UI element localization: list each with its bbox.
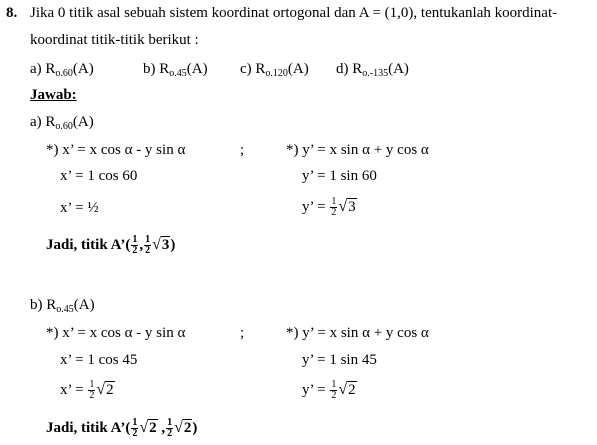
radicand: 2 [348, 381, 356, 398]
option-a-label: a) R [30, 61, 56, 77]
part-a-conclusion-mid: , [139, 236, 144, 253]
sqrt-icon: √3 [152, 235, 170, 253]
part-a-x-sub: x’ = 1 cos 60 [60, 168, 138, 184]
problem-number: 8. [6, 5, 18, 21]
part-a-x-result: x’ = ½ [60, 200, 99, 216]
sqrt-icon: √3 [338, 197, 356, 215]
part-b-concl-frac-1 [131, 418, 138, 439]
part-b-tail: (A) [73, 297, 95, 313]
part-b-x-sub: x’ = 1 cos 45 [60, 352, 138, 368]
denominator: 2 [145, 245, 151, 256]
denominator: 2 [331, 207, 337, 218]
part-b-semicolon: ; [240, 325, 245, 341]
option-b-sub: o.45 [169, 68, 187, 79]
radicand: 3 [348, 198, 356, 215]
radicand: 2 [183, 419, 192, 436]
option-a-tail: (A) [72, 61, 94, 77]
problem-line-1: Jika 0 titik asal sebuah sistem koordinat ortogonal dan A = (1,0), tentukanlah koordinat- [30, 5, 558, 21]
part-b-label [30, 296, 95, 319]
radicand: 2 [149, 419, 157, 436]
part-b-sub: o.45 [56, 304, 74, 315]
part-b-conclusion [46, 418, 197, 439]
part-b-x-formula: *) x’ = x cos α - y sin α [46, 325, 186, 341]
denominator: 2 [331, 390, 337, 401]
part-a-conclusion-end: ) [170, 236, 176, 253]
part-b-conclusion-pre: Jadi, titik A’( [46, 419, 131, 436]
denominator: 2 [132, 245, 138, 256]
option-c-sub: o.120 [265, 68, 288, 79]
numerator: 1 [145, 234, 151, 245]
sqrt-icon: √2 [139, 418, 157, 436]
part-b-x-fraction [88, 380, 95, 401]
part-b-concl-frac-2 [166, 418, 173, 439]
numerator: 1 [132, 417, 138, 428]
problem-line-2: koordinat titik-titik berikut : [30, 32, 199, 48]
radicand: 2 [106, 381, 114, 398]
numerator: 1 [132, 234, 138, 245]
part-a-concl-frac-2 [144, 235, 151, 256]
part-a-r: a) R [30, 114, 56, 130]
option-c-tail: (A) [287, 61, 309, 77]
option-b-label: b) R [143, 61, 170, 77]
numerator: 1 [167, 417, 173, 428]
part-a-label [30, 113, 94, 136]
sqrt-icon: √2 [338, 380, 356, 398]
part-b-y-sub: y’ = 1 sin 45 [302, 352, 377, 368]
part-a-y-sub: y’ = 1 sin 60 [302, 168, 377, 184]
part-a-semicolon: ; [240, 142, 245, 158]
option-b [143, 60, 208, 83]
part-a-conclusion-pre: Jadi, titik A’( [46, 236, 131, 253]
part-a-y-result-pre: y’ = [302, 198, 330, 215]
denominator: 2 [167, 428, 173, 439]
part-b-x-result-pre: x’ = [60, 381, 88, 398]
sqrt-icon: √2 [96, 380, 114, 398]
part-b-y-result-pre: y’ = [302, 381, 330, 398]
option-d-label: d) R [336, 61, 363, 77]
numerator: 1 [331, 379, 337, 390]
part-b-conclusion-mid: , [157, 419, 166, 436]
part-b-y-result [302, 380, 357, 401]
option-b-tail: (A) [186, 61, 208, 77]
sqrt-icon: √2 [174, 418, 192, 436]
answer-heading: Jawab: [30, 87, 77, 103]
option-a [30, 60, 94, 83]
option-d-tail: (A) [388, 61, 409, 77]
option-c [240, 60, 309, 83]
part-a-tail: (A) [72, 114, 94, 130]
part-b-y-fraction [330, 380, 337, 401]
option-d-sub: o.-135 [362, 68, 389, 79]
denominator: 2 [89, 390, 95, 401]
part-a-y-result [302, 197, 357, 218]
option-c-label: c) R [240, 61, 266, 77]
part-b-r: b) R [30, 297, 57, 313]
part-a-sub: o.60 [55, 121, 73, 132]
part-b-conclusion-end: ) [192, 419, 198, 436]
part-a-y-fraction [330, 197, 337, 218]
part-a-conclusion [46, 235, 175, 256]
numerator: 1 [89, 379, 95, 390]
part-a-y-formula: *) y’ = x sin α + y cos α [286, 142, 429, 158]
part-a-concl-frac-1 [131, 235, 138, 256]
radicand: 3 [161, 236, 170, 253]
part-b-x-result [60, 380, 115, 401]
option-a-sub: o.60 [55, 68, 73, 79]
part-a-x-formula: *) x’ = x cos α - y sin α [46, 142, 186, 158]
denominator: 2 [132, 428, 138, 439]
numerator: 1 [331, 196, 337, 207]
option-d [336, 60, 409, 83]
part-b-y-formula: *) y’ = x sin α + y cos α [286, 325, 429, 341]
